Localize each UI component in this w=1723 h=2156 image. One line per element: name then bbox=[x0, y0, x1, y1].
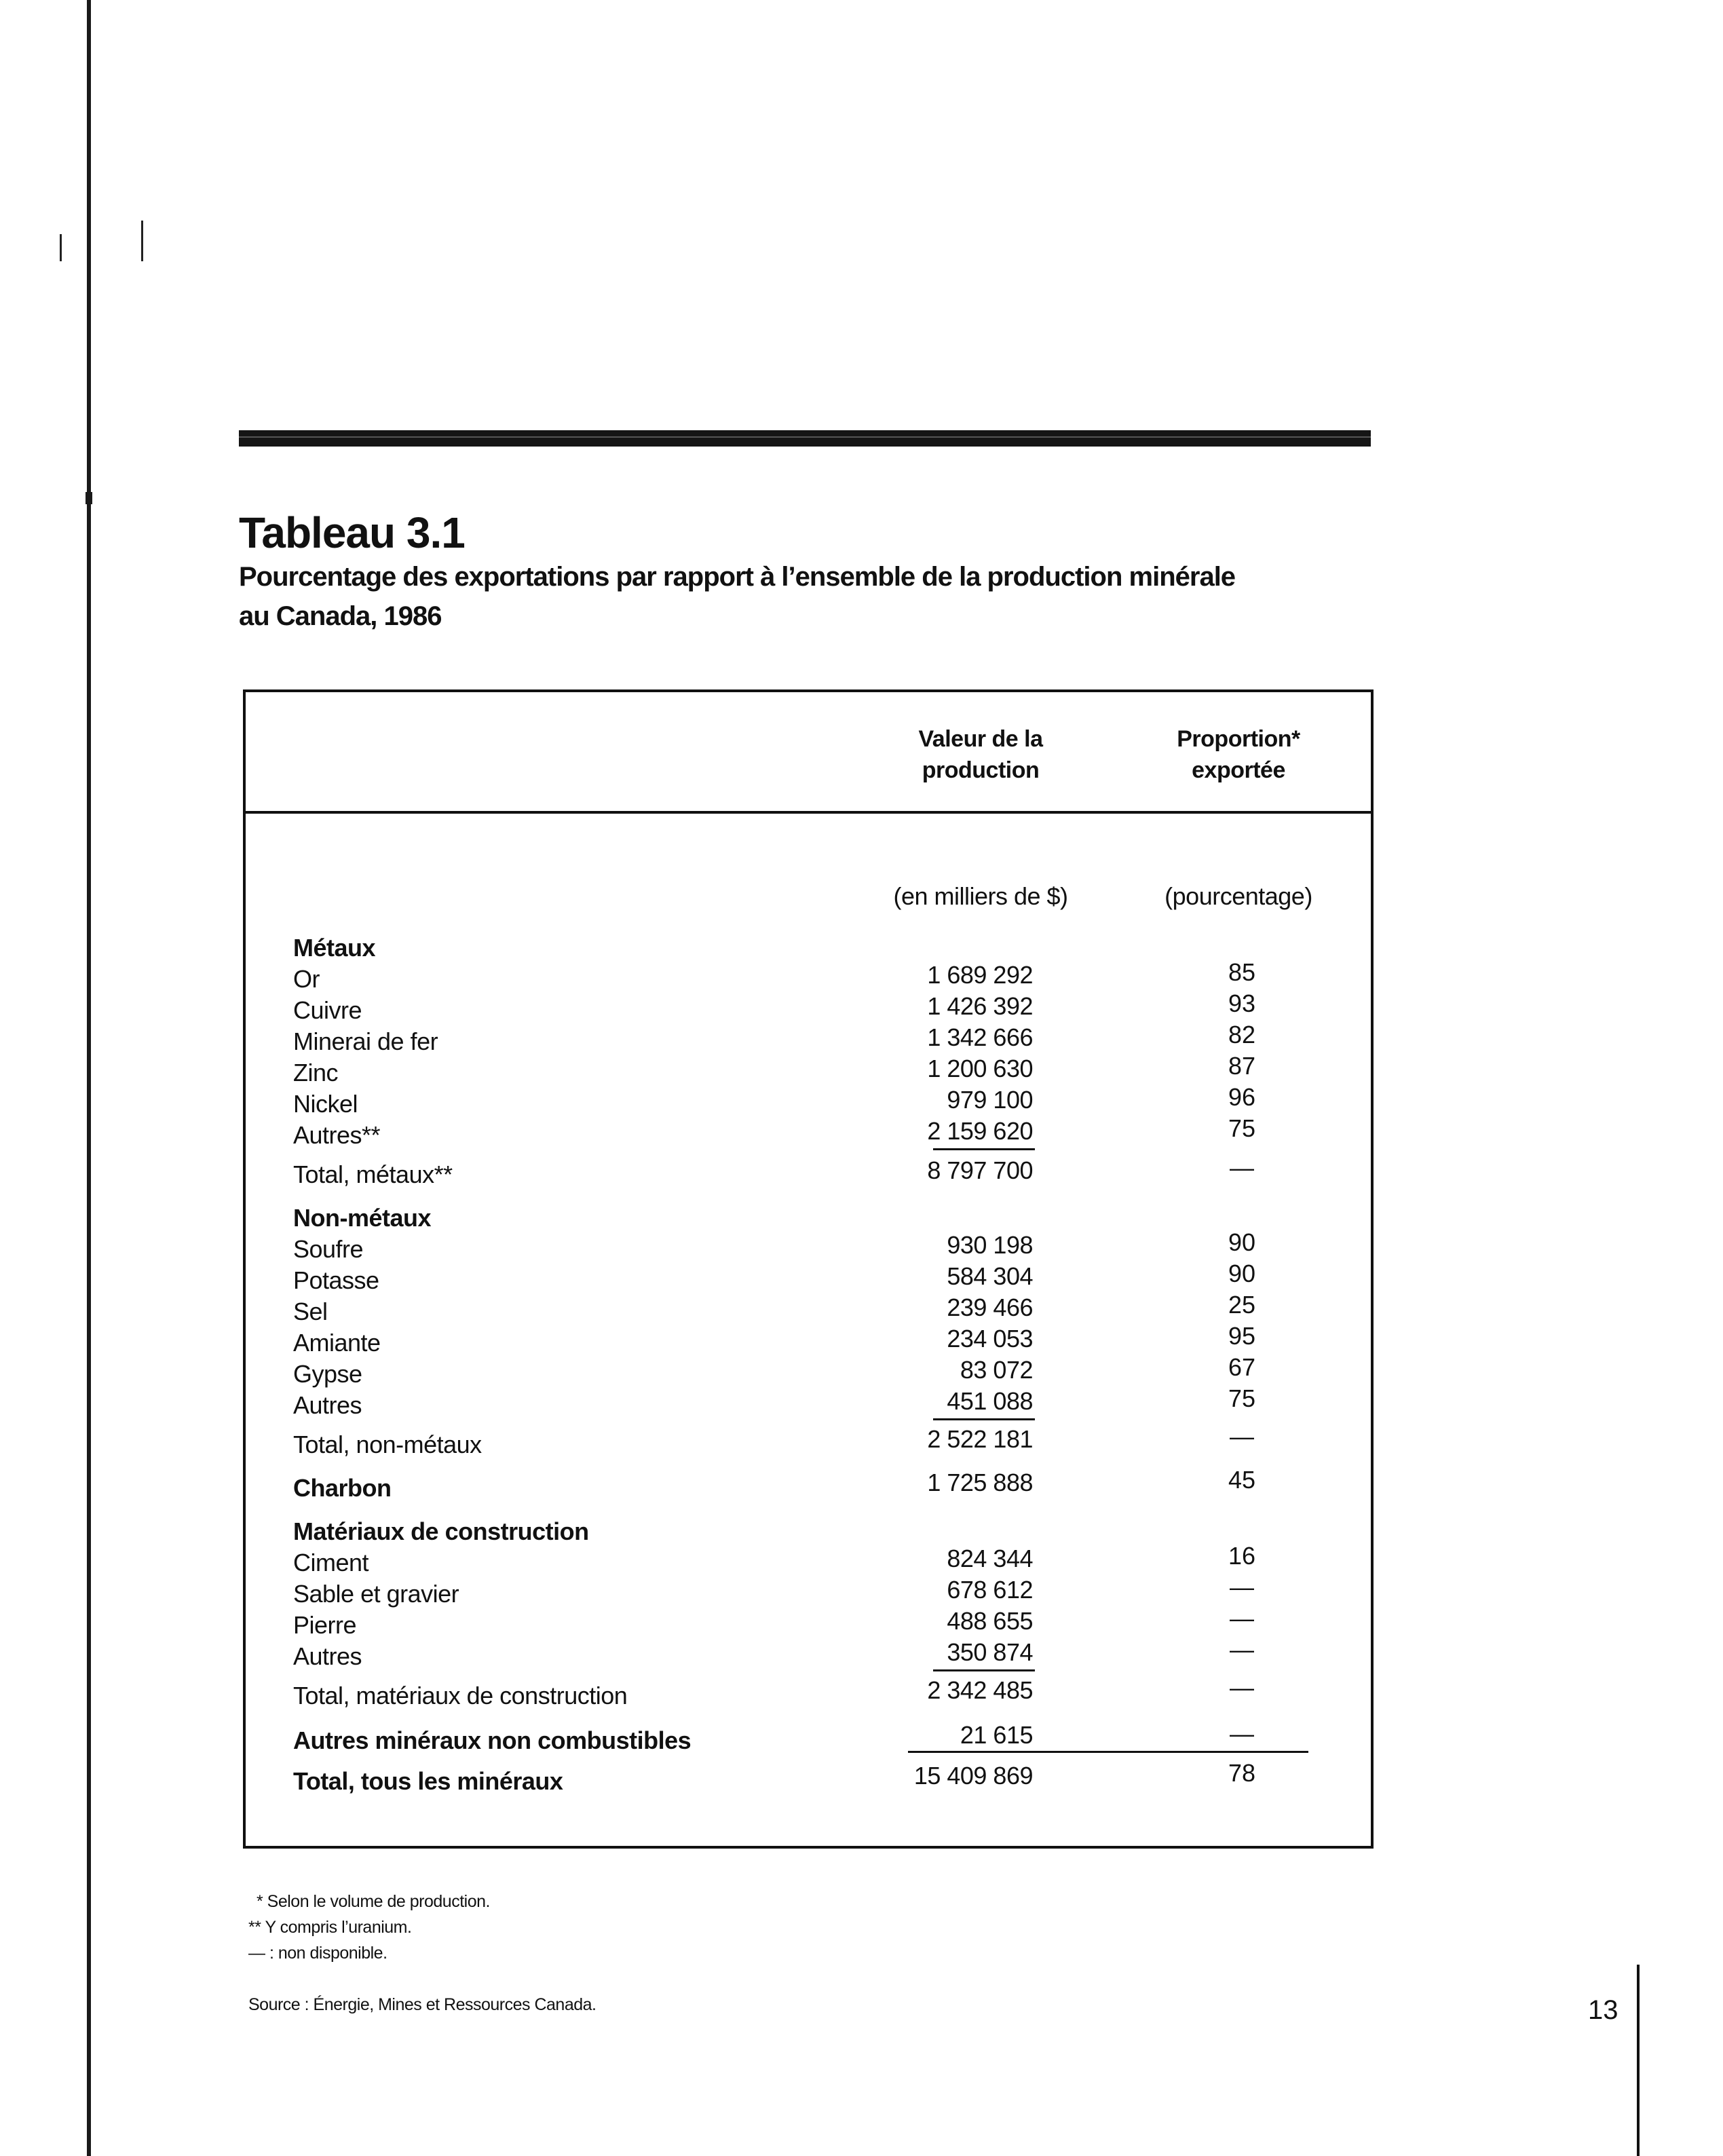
column-header-value-line-1: Valeur de la bbox=[918, 726, 1043, 752]
row-value: 1 200 630 bbox=[927, 1055, 1033, 1082]
table-subtitle-line-1: Pourcentage des exportations par rapport à l’ensemble de la production minérale bbox=[239, 562, 1236, 592]
row-value: 1 689 292 bbox=[927, 961, 1033, 989]
row-share: 67 bbox=[1228, 1353, 1256, 1381]
row-value: 979 100 bbox=[947, 1086, 1033, 1114]
row-share: 25 bbox=[1228, 1291, 1256, 1319]
row-value-total: 2 342 485 bbox=[927, 1676, 1033, 1704]
section-label-autres-mineraux: Autres minéraux non combustibles bbox=[293, 1726, 692, 1754]
row-share: 75 bbox=[1228, 1384, 1256, 1412]
row-share: 95 bbox=[1228, 1322, 1256, 1350]
row-share-total: — bbox=[1230, 1154, 1254, 1181]
header-rule bbox=[239, 430, 1371, 447]
row-label: Autres bbox=[293, 1642, 362, 1670]
row-label: Or bbox=[293, 965, 320, 993]
column-header-share-line-1: Proportion* bbox=[1177, 726, 1300, 752]
row-label: Nickel bbox=[293, 1090, 358, 1118]
row-label: Gypse bbox=[293, 1360, 362, 1388]
binding-notch bbox=[86, 492, 92, 504]
row-value: 584 304 bbox=[947, 1262, 1033, 1290]
row-label-total: Total, matériaux de construction bbox=[293, 1682, 628, 1709]
row-share: — bbox=[1230, 1573, 1254, 1601]
subtotal-rule bbox=[933, 1669, 1035, 1671]
column-header-share bbox=[1133, 723, 1344, 786]
subtotal-rule bbox=[933, 1418, 1035, 1420]
column-unit-share: (pourcentage) bbox=[1165, 882, 1312, 910]
row-value: 451 088 bbox=[947, 1387, 1033, 1415]
row-value-grand-total: 15 409 869 bbox=[913, 1762, 1033, 1790]
row-label-total: Total, non-métaux bbox=[293, 1431, 482, 1458]
footnote: * Selon le volume de production. bbox=[257, 1892, 490, 1911]
row-share: 82 bbox=[1228, 1021, 1256, 1048]
row-share: 96 bbox=[1228, 1083, 1256, 1111]
row-value: 2 159 620 bbox=[927, 1117, 1033, 1145]
subtotal-rule bbox=[933, 1148, 1035, 1150]
row-value-total: 2 522 181 bbox=[927, 1425, 1033, 1453]
row-share: 93 bbox=[1228, 989, 1256, 1017]
footnote: ** Y compris l’uranium. bbox=[248, 1918, 412, 1937]
row-share: — bbox=[1230, 1720, 1254, 1747]
row-value: 1 342 666 bbox=[927, 1023, 1033, 1051]
row-value: 488 655 bbox=[947, 1607, 1033, 1635]
row-label-grand-total: Total, tous les minéraux bbox=[293, 1767, 563, 1795]
row-label: Sable et gravier bbox=[293, 1580, 459, 1608]
row-label-total: Total, métaux** bbox=[293, 1160, 453, 1188]
section-label-materiaux: Matériaux de construction bbox=[293, 1517, 589, 1545]
section-label-metaux: Métaux bbox=[293, 934, 376, 962]
table-header-rule bbox=[243, 811, 1374, 814]
column-header-share-line-2: exportée bbox=[1192, 757, 1285, 783]
row-label: Autres** bbox=[293, 1121, 381, 1149]
column-unit-value: (en milliers de $) bbox=[893, 882, 1068, 910]
row-value: 930 198 bbox=[947, 1231, 1033, 1259]
row-share: — bbox=[1230, 1635, 1254, 1663]
row-label: Zinc bbox=[293, 1059, 339, 1086]
row-share: 75 bbox=[1228, 1114, 1256, 1142]
row-value: 239 466 bbox=[947, 1293, 1033, 1321]
grand-total-rule bbox=[908, 1751, 1308, 1753]
row-share: 90 bbox=[1228, 1260, 1256, 1287]
source-note: Source : Énergie, Mines et Ressources Canada. bbox=[248, 1995, 597, 2014]
row-share: 85 bbox=[1228, 958, 1256, 986]
row-share: 90 bbox=[1228, 1228, 1256, 1256]
row-label: Ciment bbox=[293, 1549, 369, 1576]
row-label: Potasse bbox=[293, 1266, 379, 1294]
row-share-grand-total: 78 bbox=[1228, 1759, 1256, 1787]
page-edge-bar bbox=[1637, 1965, 1640, 2156]
footnote: — : non disponible. bbox=[248, 1944, 387, 1963]
section-label-non-metaux: Non-métaux bbox=[293, 1204, 432, 1232]
row-label: Sel bbox=[293, 1298, 328, 1325]
column-header-value bbox=[875, 723, 1086, 786]
row-label: Cuivre bbox=[293, 996, 362, 1024]
scan-mark bbox=[141, 221, 143, 261]
row-share: 87 bbox=[1228, 1052, 1256, 1080]
row-value: 678 612 bbox=[947, 1576, 1033, 1604]
row-label: Amiante bbox=[293, 1329, 381, 1357]
row-value: 234 053 bbox=[947, 1325, 1033, 1353]
row-value-total: 8 797 700 bbox=[927, 1156, 1033, 1184]
row-label: Autres bbox=[293, 1391, 362, 1419]
binding-edge bbox=[87, 0, 91, 2156]
section-label-charbon: Charbon bbox=[293, 1474, 392, 1502]
row-value: 83 072 bbox=[960, 1356, 1033, 1384]
scan-mark bbox=[60, 234, 62, 261]
page-number: 13 bbox=[1588, 1995, 1618, 2025]
row-share: — bbox=[1230, 1604, 1254, 1632]
row-value: 1 426 392 bbox=[927, 992, 1033, 1020]
row-label: Minerai de fer bbox=[293, 1027, 438, 1055]
table-heading: Tableau 3.1 bbox=[239, 508, 465, 557]
row-share-total: — bbox=[1230, 1673, 1254, 1701]
row-label: Soufre bbox=[293, 1235, 364, 1263]
row-label: Pierre bbox=[293, 1611, 357, 1639]
row-value: 824 344 bbox=[947, 1545, 1033, 1572]
column-header-value-line-2: production bbox=[922, 757, 1040, 783]
row-share: 45 bbox=[1228, 1466, 1256, 1494]
row-value: 1 725 888 bbox=[927, 1469, 1033, 1496]
row-share: 16 bbox=[1228, 1542, 1256, 1570]
row-value: 21 615 bbox=[960, 1721, 1033, 1749]
row-share-total: — bbox=[1230, 1422, 1254, 1450]
row-value: 350 874 bbox=[947, 1638, 1033, 1666]
table-subtitle-line-2: au Canada, 1986 bbox=[239, 601, 442, 631]
